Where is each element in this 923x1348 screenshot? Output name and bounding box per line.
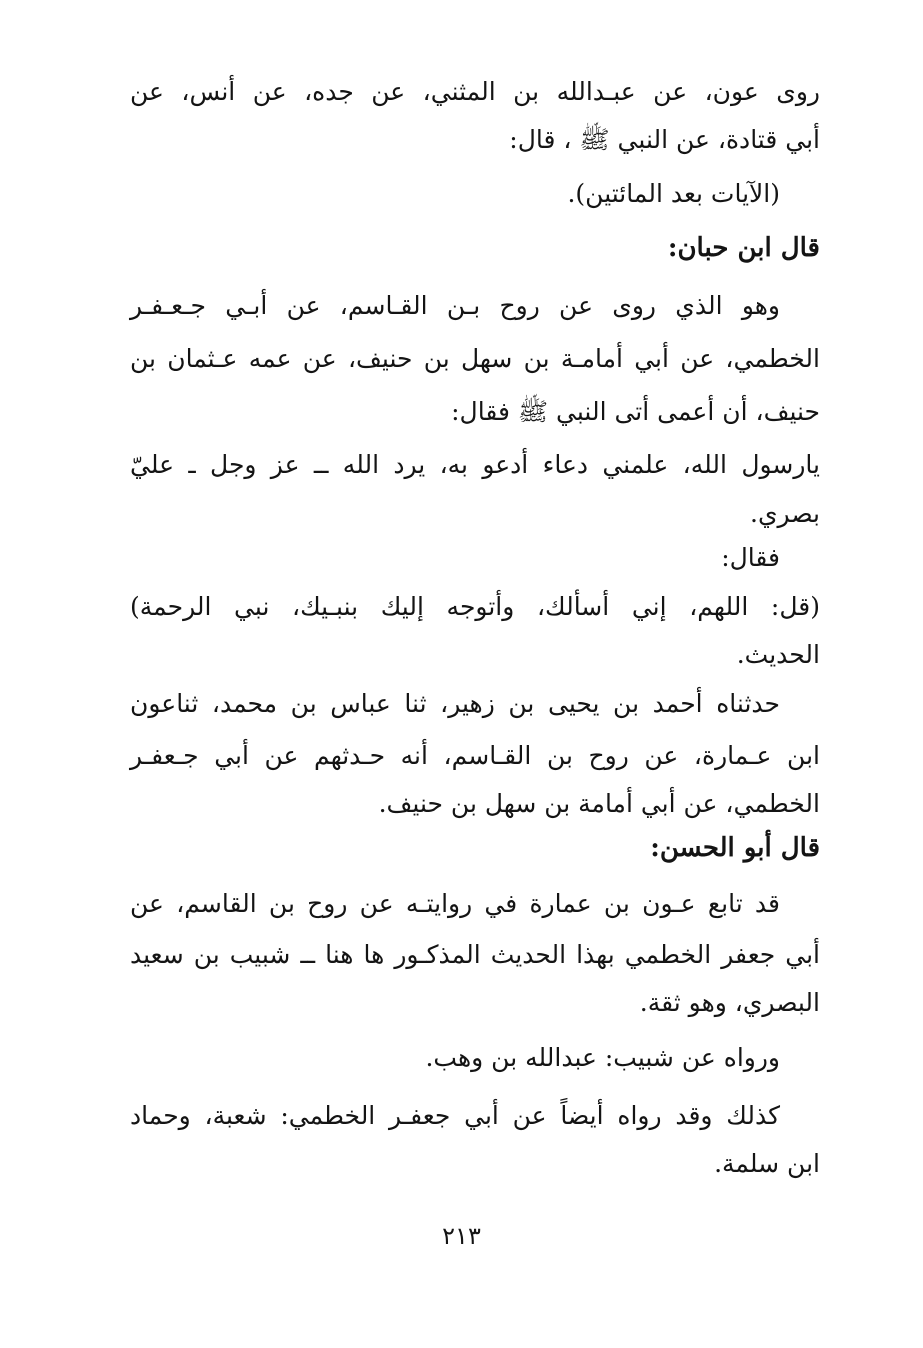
text-line: ورواه عن شبيب: عبدالله بن وهب. [425,1043,780,1072]
text-line: بصري. [750,499,820,528]
text-line: قد تابع عـون بن عمارة في روايتـه عن روح بن القاسم، عن [130,889,780,918]
text-line: ابن عـمارة، عن روح بن القـاسم، أنه حـدثهم عن أبي جـعفـر [130,741,820,770]
text-line: حدثناه أحمد بن يحيى بن زهير، ثنا عباس بن محمد، ثناعون [130,689,780,718]
text-line: أبي جعفر الخطمي بهذا الحديث المذكـور ها هنا ــ شبيب بن سعيد [130,940,820,969]
text-line: (الآيات بعد المائتين). [567,179,780,208]
section-heading: قال أبو الحسن: [650,833,820,863]
text-line: ابن سلمة. [714,1149,820,1178]
text-line: البصري، وهو ثقة. [639,988,820,1017]
text-line: روى عون، عن عبـدالله بن المثني، عن جده، عن أنس، عن [130,77,820,106]
text-line: كذلك وقد رواه أيضاً عن أبي جعفـر الخطمي: شعبة، وحماد [130,1101,780,1130]
text-line: الخطمي، عن أبي أمامـة بن سهل بن حنيف، عن عمه عـثمان بن [130,344,820,373]
text-line: الخطمي، عن أبي أمامة بن سهل بن حنيف. [378,789,820,818]
text-line: أبي قتادة، عن النبي ﷺ ، قال: [509,125,820,154]
text-line: حنيف، أن أعمى أتى النبي ﷺ فقال: [451,397,820,426]
section-heading: قال ابن حبان: [667,233,820,263]
page-number: ٢١٣ [442,1222,481,1250]
text-line: الحديث. [736,640,820,669]
text-line: (قل: اللهم، إني أسألك، وأتوجه إليك بنبـيك، نبي الرحمة) [130,592,820,621]
text-line: فقال: [721,543,780,572]
text-line: يارسول الله، علمني دعاء أدعو به، يرد الله ــ عز وجل ـ عليّ [130,450,820,479]
text-line: وهو الذي روى عن روح بـن القـاسم، عن أبـي جـعـفـر [130,291,780,320]
